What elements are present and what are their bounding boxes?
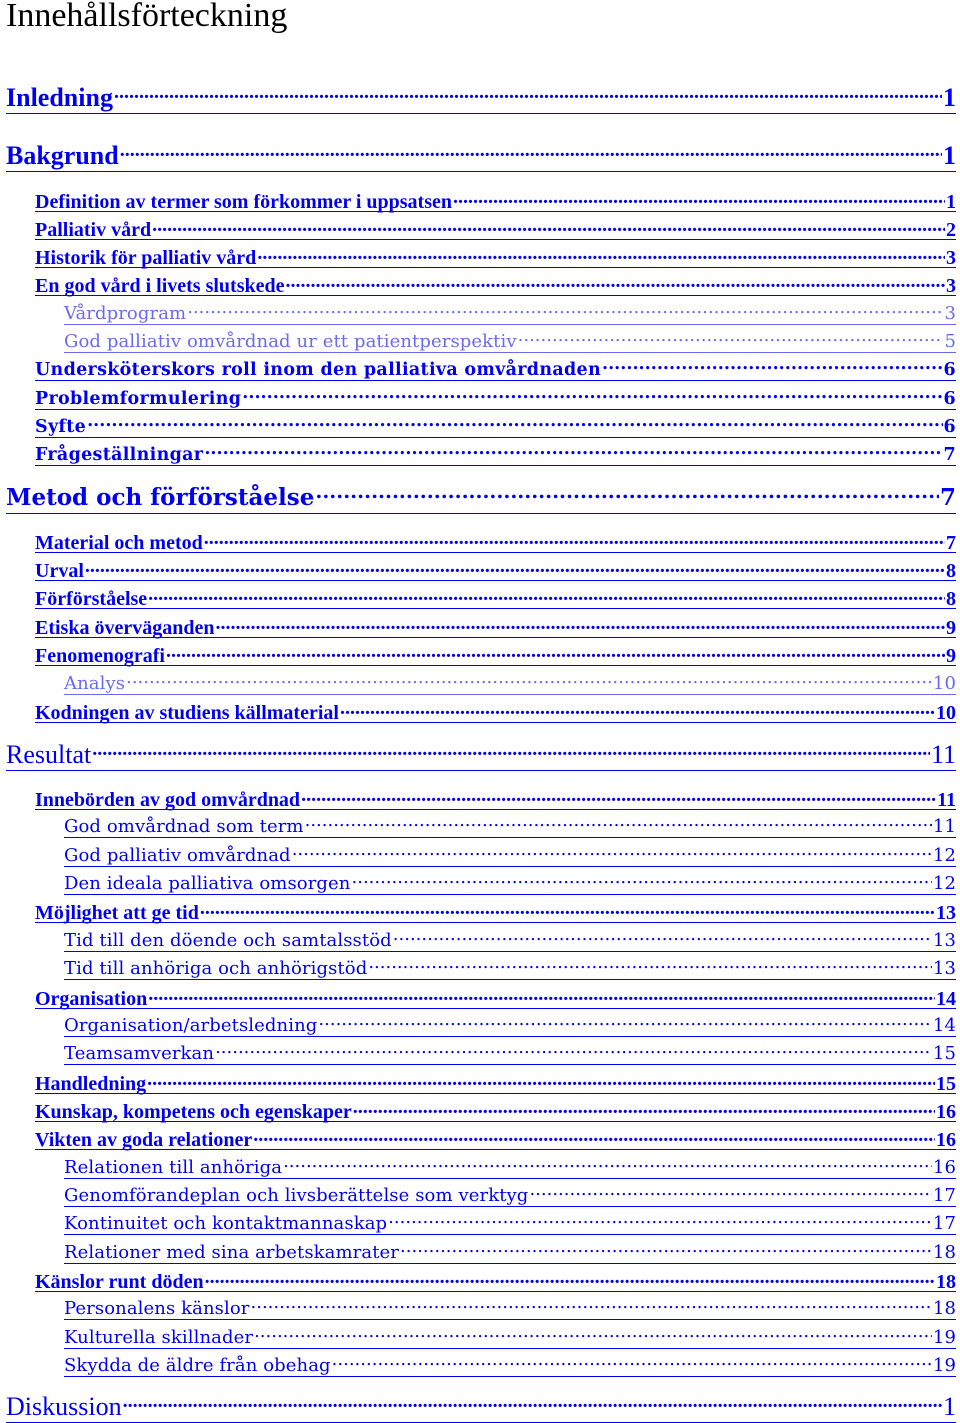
toc-entry-ideala-omsorgen[interactable]	[64, 871, 956, 895]
toc-entry-page: 2	[946, 219, 956, 241]
toc-leader	[254, 1325, 932, 1343]
toc-entry-label: God palliativ omvårdnad	[64, 845, 291, 866]
toc-entry-label: Vårdprogram	[64, 303, 187, 324]
toc-leader	[602, 357, 943, 375]
toc-leader	[529, 1183, 931, 1201]
toc-leader	[518, 329, 944, 347]
toc-entry-page: 14	[936, 988, 956, 1010]
toc-entry-kontinuitet[interactable]	[64, 1211, 956, 1235]
toc-leader	[453, 188, 945, 208]
toc-entry-vardprogram[interactable]	[64, 301, 956, 325]
toc-entry-label: Resultat	[6, 740, 92, 769]
toc-entry-forforstaelse[interactable]	[35, 585, 956, 609]
toc-leader	[292, 843, 932, 861]
toc-entry-page: 14	[932, 1015, 956, 1036]
toc-entry-page: 6	[943, 388, 956, 409]
toc-entry-fragestallningar[interactable]	[35, 442, 956, 466]
toc-leader	[204, 442, 942, 460]
toc-entry-genomforandeplan[interactable]	[64, 1183, 956, 1207]
toc-entry-label: Bakgrund	[6, 141, 119, 170]
toc-entry-palliativ-vard[interactable]	[35, 216, 956, 240]
toc-entry-page: 13	[932, 958, 956, 979]
toc-entry-label: God palliativ omvårdnad ur ett patientperspektiv	[64, 331, 517, 352]
toc-entry-page: 6	[943, 416, 956, 437]
toc-entry-label: Kunskap, kompetens och egenskaper	[35, 1101, 352, 1123]
toc-leader	[393, 928, 932, 946]
toc-entry-label: Teamsamverkan	[64, 1043, 215, 1064]
toc-entry-label: Personalens känslor	[64, 1298, 250, 1319]
toc-leader	[215, 1041, 932, 1059]
toc-entry-page: 11	[932, 816, 956, 837]
toc-entry-label: Tid till den döende och samtalsstöd	[64, 930, 392, 951]
toc-entry-label: Definition av termer som förkommer i uppsatsen	[35, 191, 452, 213]
toc-entry-material-metod[interactable]	[35, 529, 956, 553]
toc-entry-historik[interactable]	[35, 244, 956, 268]
toc-entry-label: Känslor runt döden	[35, 1271, 204, 1293]
toc-entry-resultat[interactable]	[6, 741, 956, 771]
toc-leader	[92, 743, 930, 763]
toc-entry-vikten-relationer[interactable]	[35, 1126, 956, 1150]
toc-entry-label: Analys	[64, 673, 126, 694]
toc-entry-page: 1	[946, 191, 956, 213]
toc-entry-label: Metod och förförståelse	[6, 484, 315, 511]
toc-entry-page: 12	[932, 845, 956, 866]
toc-entry-page: 6	[943, 359, 956, 380]
toc-entry-page: 17	[932, 1213, 956, 1234]
toc-entry-teamsamverkan[interactable]	[64, 1041, 956, 1065]
toc-entry-label: Palliativ vård	[35, 219, 152, 241]
toc-leader	[166, 642, 945, 662]
toc-leader	[283, 1155, 932, 1173]
toc-leader	[368, 956, 932, 974]
toc-entry-relationen-anhoriga[interactable]	[64, 1155, 956, 1179]
toc-entry-label: Fenomenografi	[35, 645, 165, 667]
toc-leader	[332, 1353, 932, 1371]
toc-entry-label: Genomförandeplan och livsberättelse som verktyg	[64, 1185, 529, 1206]
toc-entry-urval[interactable]	[35, 557, 956, 581]
toc-leader	[340, 699, 935, 719]
toc-leader	[301, 786, 936, 806]
toc-leader	[352, 871, 932, 889]
toc-leader	[148, 985, 935, 1005]
toc-entry-page: 1	[943, 1392, 956, 1421]
toc-entry-label: Kontinuitet och kontaktmannaskap	[64, 1213, 388, 1234]
toc-entry-label: Inledning	[6, 83, 113, 112]
toc-entry-page: 15	[932, 1043, 956, 1064]
toc-entry-label: Kodningen av studiens källmaterial	[35, 702, 339, 724]
toc-entry-page: 13	[932, 930, 956, 951]
toc-entry-label: Organisation/arbetsledning	[64, 1015, 318, 1036]
toc-entry-arbetskamrater[interactable]	[64, 1240, 956, 1264]
toc-entry-god-vard[interactable]	[35, 272, 956, 296]
toc-entry-label: God omvårdnad som term	[64, 816, 304, 837]
toc-entry-label: Innebörden av god omvårdnad	[35, 789, 301, 811]
toc-leader	[187, 301, 943, 319]
toc-leader	[87, 414, 942, 432]
toc-entry-page: 3	[944, 303, 956, 324]
toc-entry-page: 19	[932, 1355, 956, 1376]
toc-entry-page: 3	[946, 275, 956, 297]
toc-entry-label: Skydda de äldre från obehag	[64, 1355, 331, 1376]
toc-entry-label: Problemformulering	[35, 388, 242, 409]
toc-entry-page: 9	[946, 645, 956, 667]
toc-entry-label: En god vård i livets slutskede	[35, 275, 285, 297]
toc-entry-label: Etiska överväganden	[35, 617, 215, 639]
toc-entry-page: 11	[937, 789, 956, 811]
toc-leader	[120, 144, 942, 164]
toc-entry-page: 16	[932, 1157, 956, 1178]
toc-entry-label: Relationen till anhöriga	[64, 1157, 283, 1178]
toc-entry-page: 5	[944, 331, 956, 352]
toc-entry-inledning[interactable]	[6, 84, 956, 114]
toc-leader	[126, 671, 932, 689]
toc-leader	[315, 485, 939, 505]
toc-entry-god-omvardnad-term[interactable]	[64, 814, 956, 838]
toc-entry-label: Syfte	[35, 416, 87, 437]
toc-entry-god-palliativ-patient[interactable]	[64, 329, 956, 353]
toc-entry-page: 7	[939, 484, 956, 511]
toc-entry-page: 18	[932, 1242, 956, 1263]
toc-entry-inneborden[interactable]	[35, 786, 956, 810]
toc-entry-personalens-kanslor[interactable]	[64, 1296, 956, 1320]
toc-entry-page: 12	[932, 873, 956, 894]
toc-entry-label: Tid till anhöriga och anhörigstöd	[64, 958, 368, 979]
toc-entry-page: 18	[936, 1271, 956, 1293]
toc-entry-skydda-aldre[interactable]	[64, 1353, 956, 1377]
toc-entry-problemformulering[interactable]	[35, 386, 956, 410]
toc-entry-tid-doende[interactable]	[64, 928, 956, 952]
toc-entry-god-palliativ-omvardnad[interactable]	[64, 843, 956, 867]
toc-entry-label: Vikten av goda relationer	[35, 1129, 253, 1151]
toc-leader	[353, 1098, 935, 1118]
toc-entry-page: 8	[946, 560, 956, 582]
toc-entry-label: Organisation	[35, 988, 148, 1010]
toc-entry-page: 13	[936, 902, 956, 924]
toc-leader	[242, 386, 942, 404]
toc-leader	[251, 1296, 932, 1314]
toc-leader	[148, 585, 945, 605]
toc-entry-kunskap[interactable]	[35, 1098, 956, 1122]
toc-entry-page: 16	[936, 1101, 956, 1123]
toc-leader	[257, 244, 945, 264]
toc-entry-label: Den ideala palliativa omsorgen	[64, 873, 351, 894]
toc-entry-page: 10	[936, 702, 956, 724]
toc-entry-page: 10	[932, 673, 956, 694]
toc-entry-page: 9	[946, 617, 956, 639]
page-title: Innehållsförteckning	[6, 0, 288, 34]
toc-leader	[205, 1268, 935, 1288]
toc-entry-label: Diskussion	[6, 1392, 122, 1421]
toc-entry-page: 11	[930, 740, 956, 769]
toc-leader	[204, 529, 945, 549]
toc-entry-label: Förförståelse	[35, 588, 148, 610]
toc-leader	[253, 1126, 935, 1146]
toc-leader	[152, 216, 945, 236]
toc-leader	[200, 899, 935, 919]
toc-entry-arbetsledning[interactable]	[64, 1013, 956, 1037]
toc-leader	[123, 1395, 942, 1415]
toc-leader	[215, 614, 945, 634]
toc-entry-etiska[interactable]	[35, 614, 956, 638]
toc-entry-kodningen[interactable]	[35, 699, 956, 723]
toc-entry-kanslor-doden[interactable]	[35, 1268, 956, 1292]
toc-entry-mojlighet-tid[interactable]	[35, 899, 956, 923]
toc-leader	[147, 1070, 935, 1090]
toc-entry-page: 1	[943, 83, 956, 112]
toc-leader	[305, 814, 932, 832]
toc-entry-analys[interactable]	[64, 671, 956, 695]
toc-entry-page: 15	[936, 1073, 956, 1095]
toc-entry-label: Kulturella skillnader	[64, 1327, 254, 1348]
toc-entry-page: 8	[946, 588, 956, 610]
toc-leader	[285, 272, 945, 292]
toc-entry-page: 1	[943, 141, 956, 170]
toc-entry-label: Frågeställningar	[35, 444, 204, 465]
toc-entry-page: 7	[943, 444, 956, 465]
toc-entry-page: 17	[932, 1185, 956, 1206]
toc-entry-kulturella[interactable]	[64, 1325, 956, 1349]
toc-entry-label: Handledning	[35, 1073, 147, 1095]
toc-entry-label: Relationer med sina arbetskamrater	[64, 1242, 400, 1263]
toc-leader	[400, 1240, 932, 1258]
toc-entry-label: Historik för palliativ vård	[35, 247, 257, 269]
toc-leader	[114, 86, 942, 106]
toc-entry-label: Möjlighet att ge tid	[35, 902, 199, 924]
toc-entry-page: 18	[932, 1298, 956, 1319]
toc-entry-metod[interactable]	[6, 484, 956, 514]
toc-entry-fenomenografi[interactable]	[35, 642, 956, 666]
toc-entry-diskussion[interactable]	[6, 1393, 956, 1423]
toc-entry-label: Material och metod	[35, 532, 203, 554]
toc-entry-definition[interactable]	[35, 188, 956, 212]
toc-entry-label: Urval	[35, 560, 84, 582]
toc-entry-page: 16	[936, 1129, 956, 1151]
toc-entry-page: 19	[932, 1327, 956, 1348]
toc-entry-bakgrund[interactable]	[6, 142, 956, 172]
toc-entry-tid-anhoriga[interactable]	[64, 956, 956, 980]
toc-entry-underskoterskor[interactable]	[35, 357, 956, 381]
toc-leader	[388, 1211, 932, 1229]
toc-entry-organisation[interactable]	[35, 985, 956, 1009]
toc-leader	[85, 557, 945, 577]
toc-entry-page: 3	[946, 247, 956, 269]
toc-entry-page: 7	[946, 532, 956, 554]
toc-leader	[318, 1013, 931, 1031]
toc-entry-handledning[interactable]	[35, 1070, 956, 1094]
toc-entry-label: Undersköterskors roll inom den palliativa omvårdnaden	[35, 359, 601, 380]
toc-entry-syfte[interactable]	[35, 414, 956, 438]
